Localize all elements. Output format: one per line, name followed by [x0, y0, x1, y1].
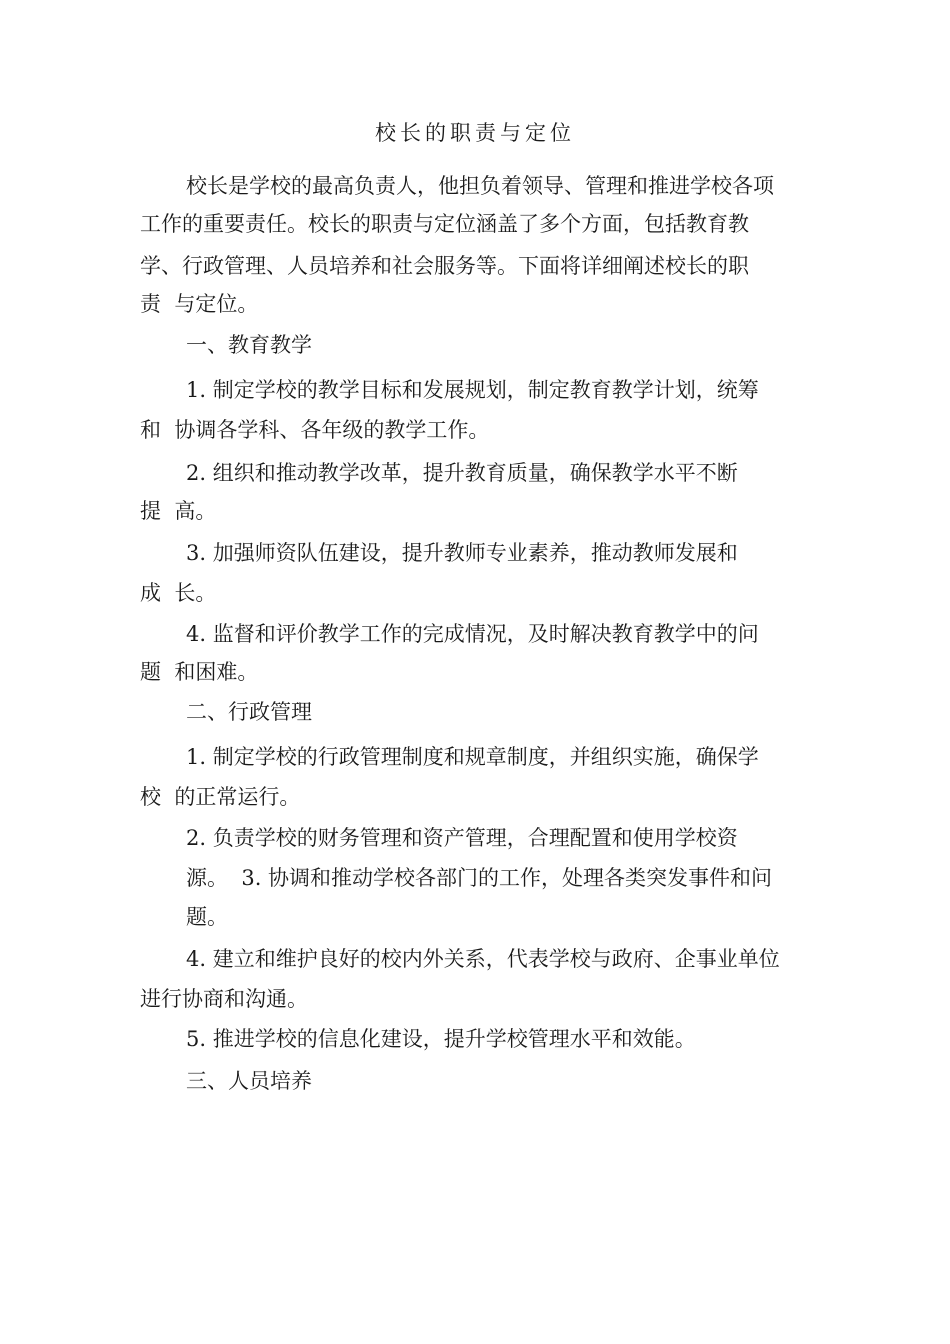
- list-item: 3. 加强师资队伍建设，提升教师专业素养，推动教师发展和: [186, 541, 738, 565]
- section-heading-administration: 二、行政管理: [186, 700, 312, 724]
- intro-line-3: 学、行政管理、人员培养和社会服务等。下面将详细阐述校长的职: [140, 254, 749, 278]
- list-item-continuation: 进行协商和沟通。: [140, 987, 308, 1011]
- list-item: 1. 制定学校的行政管理制度和规章制度，并组织实施，确保学: [186, 745, 759, 769]
- list-item-continuation: 和 协调各学科、各年级的教学工作。: [140, 418, 490, 442]
- list-item: 4. 建立和维护良好的校内外关系，代表学校与政府、企事业单位: [186, 947, 780, 971]
- list-item: 2. 组织和推动教学改革，提升教育质量，确保教学水平不断: [186, 461, 738, 485]
- list-item: 2. 负责学校的财务管理和资产管理，合理配置和使用学校资: [186, 826, 738, 850]
- intro-line-1: 校长是学校的最高负责人，他担负着领导、管理和推进学校各项: [186, 174, 774, 198]
- list-item-continuation: 题。: [186, 905, 228, 929]
- list-item: 4. 监督和评价教学工作的完成情况，及时解决教育教学中的问: [186, 622, 759, 646]
- list-item-continuation: 成 长。: [140, 581, 217, 605]
- list-item-continuation: 源。 3. 协调和推动学校各部门的工作，处理各类突发事件和问: [186, 866, 773, 890]
- intro-line-4: 责 与定位。: [140, 292, 259, 316]
- list-item: 5. 推进学校的信息化建设，提升学校管理水平和效能。: [186, 1027, 696, 1051]
- section-heading-staff-development: 三、人员培养: [186, 1069, 312, 1093]
- intro-line-2: 工作的重要责任。校长的职责与定位涵盖了多个方面，包括教育教: [140, 212, 749, 236]
- list-item: 1. 制定学校的教学目标和发展规划，制定教育教学计划，统筹: [186, 378, 759, 402]
- section-heading-education: 一、教育教学: [186, 333, 312, 357]
- document-title: 校长的职责与定位: [375, 121, 575, 145]
- list-item-continuation: 校 的正常运行。: [140, 785, 301, 809]
- list-item-continuation: 题 和困难。: [140, 660, 259, 684]
- list-item-continuation: 提 高。: [140, 499, 217, 523]
